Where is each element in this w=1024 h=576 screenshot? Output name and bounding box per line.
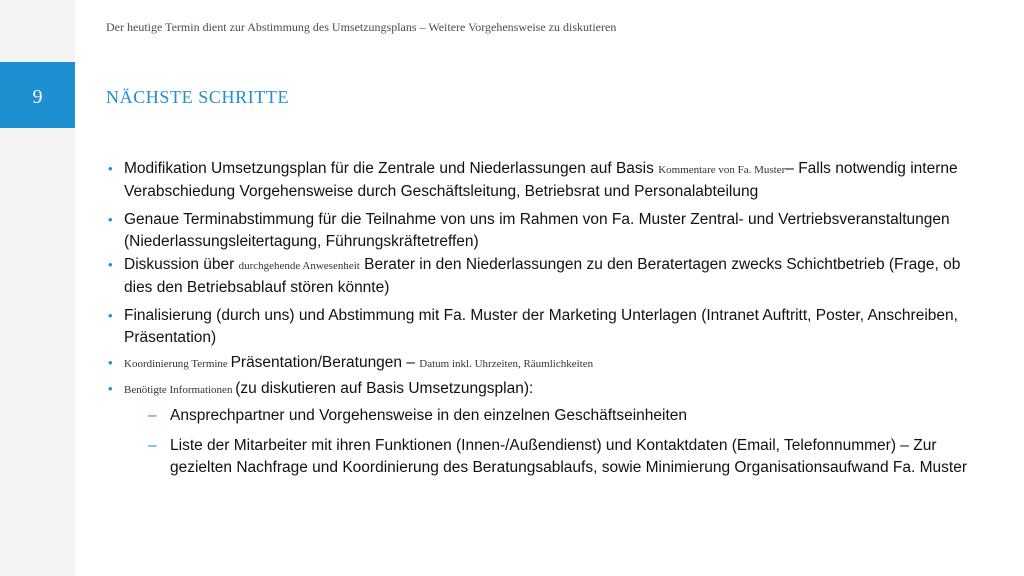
bullet-item-modifikation xyxy=(124,158,984,203)
sub-bullet-mitarbeiterliste: – Liste der Mitarbeiter mit ihren Funktionen (Innen-/Außendienst) und Kontaktdaten (Email, Telefonnummer) – Zur gezielten Nachfrage und Koordinierung des Beratungsablaufs, sowie Minimierung Organisationsaufwand Fa. Muster xyxy=(170,435,984,479)
bullet-text: Präsentation/Beratungen – xyxy=(230,354,420,371)
bullet-item-koordinierung xyxy=(124,352,984,375)
bullet-item-finalisierung xyxy=(124,305,984,349)
page-number: 9 xyxy=(32,86,43,108)
bullet-list xyxy=(124,158,984,479)
bullet-small-text: Kommentare von Fa. Muster xyxy=(658,164,786,176)
sub-bullet-ansprechpartner: – Ansprechpartner und Vorgehensweise in den einzelnen Geschäftseinheiten xyxy=(170,405,984,427)
bullet-text: Modifikation Umsetzungsplan für die Zentrale und Niederlassungen auf Basis xyxy=(124,160,659,177)
bullet-small-text: durchgehende Anwesenheit xyxy=(238,260,360,272)
slide-title: NÄCHSTE SCHRITTE xyxy=(106,87,290,107)
bullet-text: Genaue Terminabstimmung für die Teilnahme von uns im Rahmen von Fa. Muster Zentral- und Vertriebsveranstaltungen (Niederlassungsleitertagung, Führungskräftetreffen) xyxy=(124,211,950,250)
bullet-item-terminabstimmung xyxy=(124,209,984,253)
bullet-small-text: Koordinierung Termine xyxy=(124,358,231,370)
bullet-text: (zu diskutieren auf Basis Umsetzungsplan): xyxy=(235,380,534,397)
sub-bullet-list xyxy=(170,405,984,479)
bullet-small-text: Datum inkl. Uhrzeiten, Räumlichkeiten xyxy=(419,358,594,370)
header-subtitle: Der heutige Termin dient zur Abstimmung des Umsetzungsplans – Weitere Vorgehensweise zu diskutieren xyxy=(106,20,617,34)
bullet-text: Diskussion über xyxy=(124,256,239,273)
bullet-text: Finalisierung (durch uns) und Abstimmung mit Fa. Muster der Marketing Unterlagen (Intranet Auftritt, Poster, Anschreiben, Präsentation) xyxy=(124,307,958,346)
bullet-text: – Falls notwendig interne Verabschiedung Vorgehensweise durch Geschäftsleitung, Betriebsrat und Personalabteilung xyxy=(124,160,958,200)
bullet-small-text: Benötigte Informationen xyxy=(124,384,236,396)
bullet-text: Berater in den Niederlassungen zu den Beratertagen zwecks Schichtbetrieb (Frage, ob dies den Betriebsablauf stören könnte) xyxy=(124,256,961,296)
bullet-item-diskussion xyxy=(124,254,984,299)
bullet-item-informationen xyxy=(124,378,984,401)
